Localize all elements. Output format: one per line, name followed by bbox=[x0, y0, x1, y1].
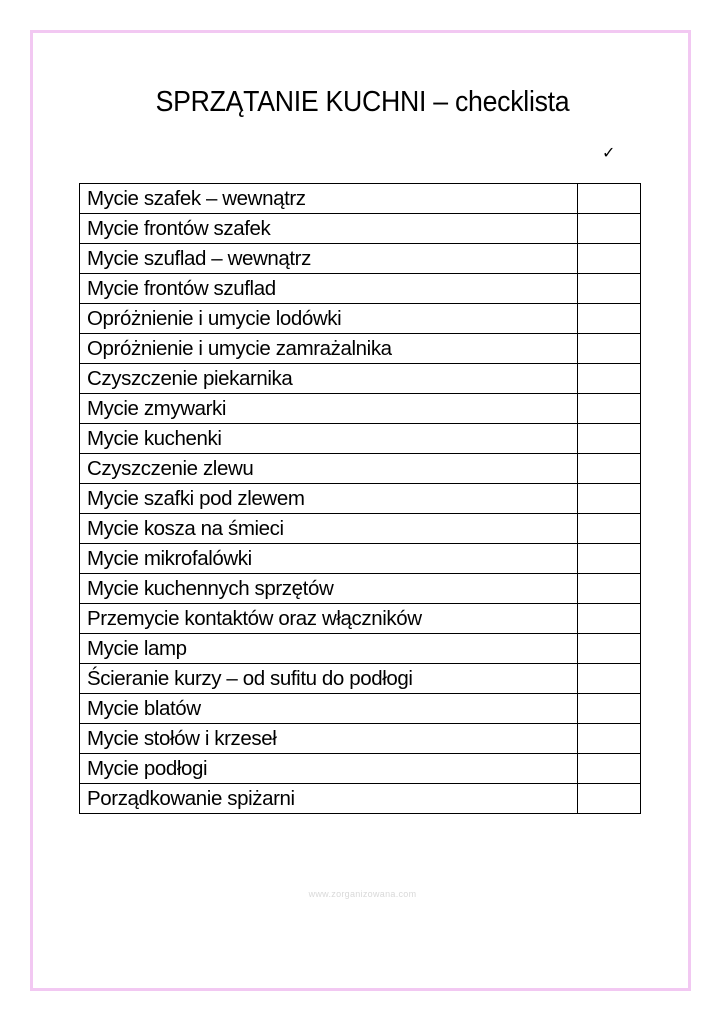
task-label: Mycie blatów bbox=[80, 694, 578, 724]
task-checkbox[interactable] bbox=[578, 454, 641, 484]
task-label: Mycie szuflad – wewnątrz bbox=[80, 244, 578, 274]
task-label: Opróżnienie i umycie zamrażalnika bbox=[80, 334, 578, 364]
table-row bbox=[80, 304, 641, 334]
task-checkbox[interactable] bbox=[578, 784, 641, 814]
task-checkbox[interactable] bbox=[578, 274, 641, 304]
task-checkbox[interactable] bbox=[578, 364, 641, 394]
task-checkbox[interactable] bbox=[578, 214, 641, 244]
task-checkbox[interactable] bbox=[578, 334, 641, 364]
task-checkbox[interactable] bbox=[578, 604, 641, 634]
task-checkbox[interactable] bbox=[578, 184, 641, 214]
check-column-icon: ✓ bbox=[602, 143, 616, 162]
task-label: Czyszczenie zlewu bbox=[80, 454, 578, 484]
task-checkbox[interactable] bbox=[578, 694, 641, 724]
table-row bbox=[80, 424, 641, 454]
task-checkbox[interactable] bbox=[578, 394, 641, 424]
task-label: Przemycie kontaktów oraz włączników bbox=[80, 604, 578, 634]
table-row bbox=[80, 544, 641, 574]
task-label: Porządkowanie spiżarni bbox=[80, 784, 578, 814]
table-row bbox=[80, 364, 641, 394]
table-row bbox=[80, 754, 641, 784]
task-label: Mycie kuchenki bbox=[80, 424, 578, 454]
table-row bbox=[80, 244, 641, 274]
table-row bbox=[80, 664, 641, 694]
task-label: Mycie podłogi bbox=[80, 754, 578, 784]
task-checkbox[interactable] bbox=[578, 754, 641, 784]
watermark: www.zorganizowana.com bbox=[308, 889, 417, 899]
table-row bbox=[80, 334, 641, 364]
table-row bbox=[80, 454, 641, 484]
task-label: Mycie kuchennych sprzętów bbox=[80, 574, 578, 604]
task-label: Mycie mikrofalówki bbox=[80, 544, 578, 574]
page-title: SPRZĄTANIE KUCHNI – checklista bbox=[155, 86, 570, 118]
checklist-body bbox=[80, 184, 641, 814]
table-row bbox=[80, 274, 641, 304]
task-checkbox[interactable] bbox=[578, 304, 641, 334]
table-row bbox=[80, 604, 641, 634]
task-checkbox[interactable] bbox=[578, 574, 641, 604]
task-label: Mycie szafki pod zlewem bbox=[80, 484, 578, 514]
task-label: Mycie frontów szafek bbox=[80, 214, 578, 244]
task-checkbox[interactable] bbox=[578, 664, 641, 694]
table-row bbox=[80, 634, 641, 664]
task-label: Czyszczenie piekarnika bbox=[80, 364, 578, 394]
table-row bbox=[80, 484, 641, 514]
table-row bbox=[80, 574, 641, 604]
table-row bbox=[80, 514, 641, 544]
table-row bbox=[80, 394, 641, 424]
table-row bbox=[80, 214, 641, 244]
task-label: Mycie stołów i krzeseł bbox=[80, 724, 578, 754]
task-label: Opróżnienie i umycie lodówki bbox=[80, 304, 578, 334]
table-row bbox=[80, 694, 641, 724]
table-row bbox=[80, 784, 641, 814]
task-checkbox[interactable] bbox=[578, 424, 641, 454]
checklist-table bbox=[79, 183, 641, 814]
task-label: Mycie zmywarki bbox=[80, 394, 578, 424]
table-row bbox=[80, 724, 641, 754]
task-label: Mycie frontów szuflad bbox=[80, 274, 578, 304]
task-checkbox[interactable] bbox=[578, 514, 641, 544]
task-checkbox[interactable] bbox=[578, 634, 641, 664]
task-label: Mycie szafek – wewnątrz bbox=[80, 184, 578, 214]
table-row bbox=[80, 184, 641, 214]
task-checkbox[interactable] bbox=[578, 724, 641, 754]
task-checkbox[interactable] bbox=[578, 244, 641, 274]
task-checkbox[interactable] bbox=[578, 484, 641, 514]
task-label: Ścieranie kurzy – od sufitu do podłogi bbox=[80, 664, 578, 694]
task-label: Mycie kosza na śmieci bbox=[80, 514, 578, 544]
task-checkbox[interactable] bbox=[578, 544, 641, 574]
task-label: Mycie lamp bbox=[80, 634, 578, 664]
